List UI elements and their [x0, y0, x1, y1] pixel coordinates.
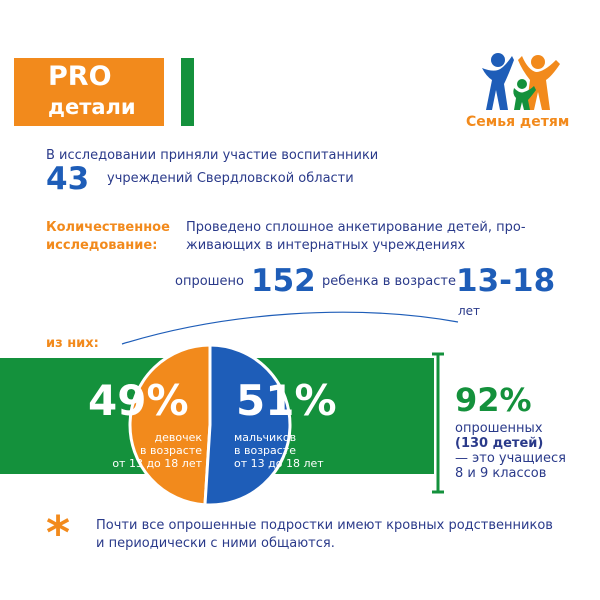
of-them-label: из них:: [46, 336, 99, 351]
quant-label-line-2: исследование:: [46, 238, 158, 253]
family-figures-icon: [478, 48, 568, 114]
asterisk-icon: *: [46, 506, 71, 560]
logo-text: Семья детям: [466, 114, 570, 130]
schoolers-line-3: — это учащиеся: [455, 451, 566, 466]
bracket-divider: [430, 352, 450, 494]
boys-line-3: от 13 до 18 лет: [234, 457, 324, 470]
gender-pie: [120, 342, 300, 508]
years-label: лет: [458, 304, 481, 318]
boys-description: [234, 431, 344, 470]
girls-line-3: от 13 до 18 лет: [112, 457, 202, 470]
header-accent-bar: [181, 58, 194, 126]
boys-line-2: в возрасте: [234, 444, 296, 457]
surveyed-label: опрошено: [175, 274, 245, 289]
girls-line-2: в возрасте: [140, 444, 202, 457]
schoolers-line-2: (130 детей): [455, 436, 544, 451]
age-range: 13-18: [456, 263, 556, 299]
boys-percent: 51%: [236, 376, 337, 425]
girls-description: [92, 431, 202, 470]
quant-text-line-1: Проведено сплошное анкетирование детей, про-: [186, 220, 526, 235]
footnote-line-2: и периодически с ними общаются.: [96, 536, 335, 551]
header-details: детали: [48, 95, 136, 119]
pie-slice-boys: [205, 345, 290, 505]
intro-line-1: В исследовании приняли участие воспитанники: [46, 148, 379, 163]
girls-percent: 49%: [88, 376, 189, 425]
header-pro: PRO: [48, 61, 112, 92]
boys-line-1: мальчиков: [234, 431, 297, 444]
schoolers-description: [455, 421, 566, 481]
quant-text-line-2: живающих в интернатных учреждениях: [186, 238, 466, 253]
children-age-label: ребенка в возрасте: [322, 274, 456, 289]
schoolers-line-4: 8 и 9 классов: [455, 466, 547, 481]
institutions-count: 43: [46, 161, 90, 197]
schoolers-line-1: опрошенных: [455, 421, 543, 436]
schoolers-percent: 92%: [455, 381, 532, 419]
footnote-line-1: Почти все опрошенные подростки имеют кровных родственников: [96, 518, 553, 533]
quant-label-line-1: Количественное: [46, 220, 170, 235]
surveyed-count: 152: [251, 263, 316, 299]
girls-line-1: девочек: [154, 431, 202, 444]
intro-line-2: учреждений Свердловской области: [107, 171, 354, 186]
